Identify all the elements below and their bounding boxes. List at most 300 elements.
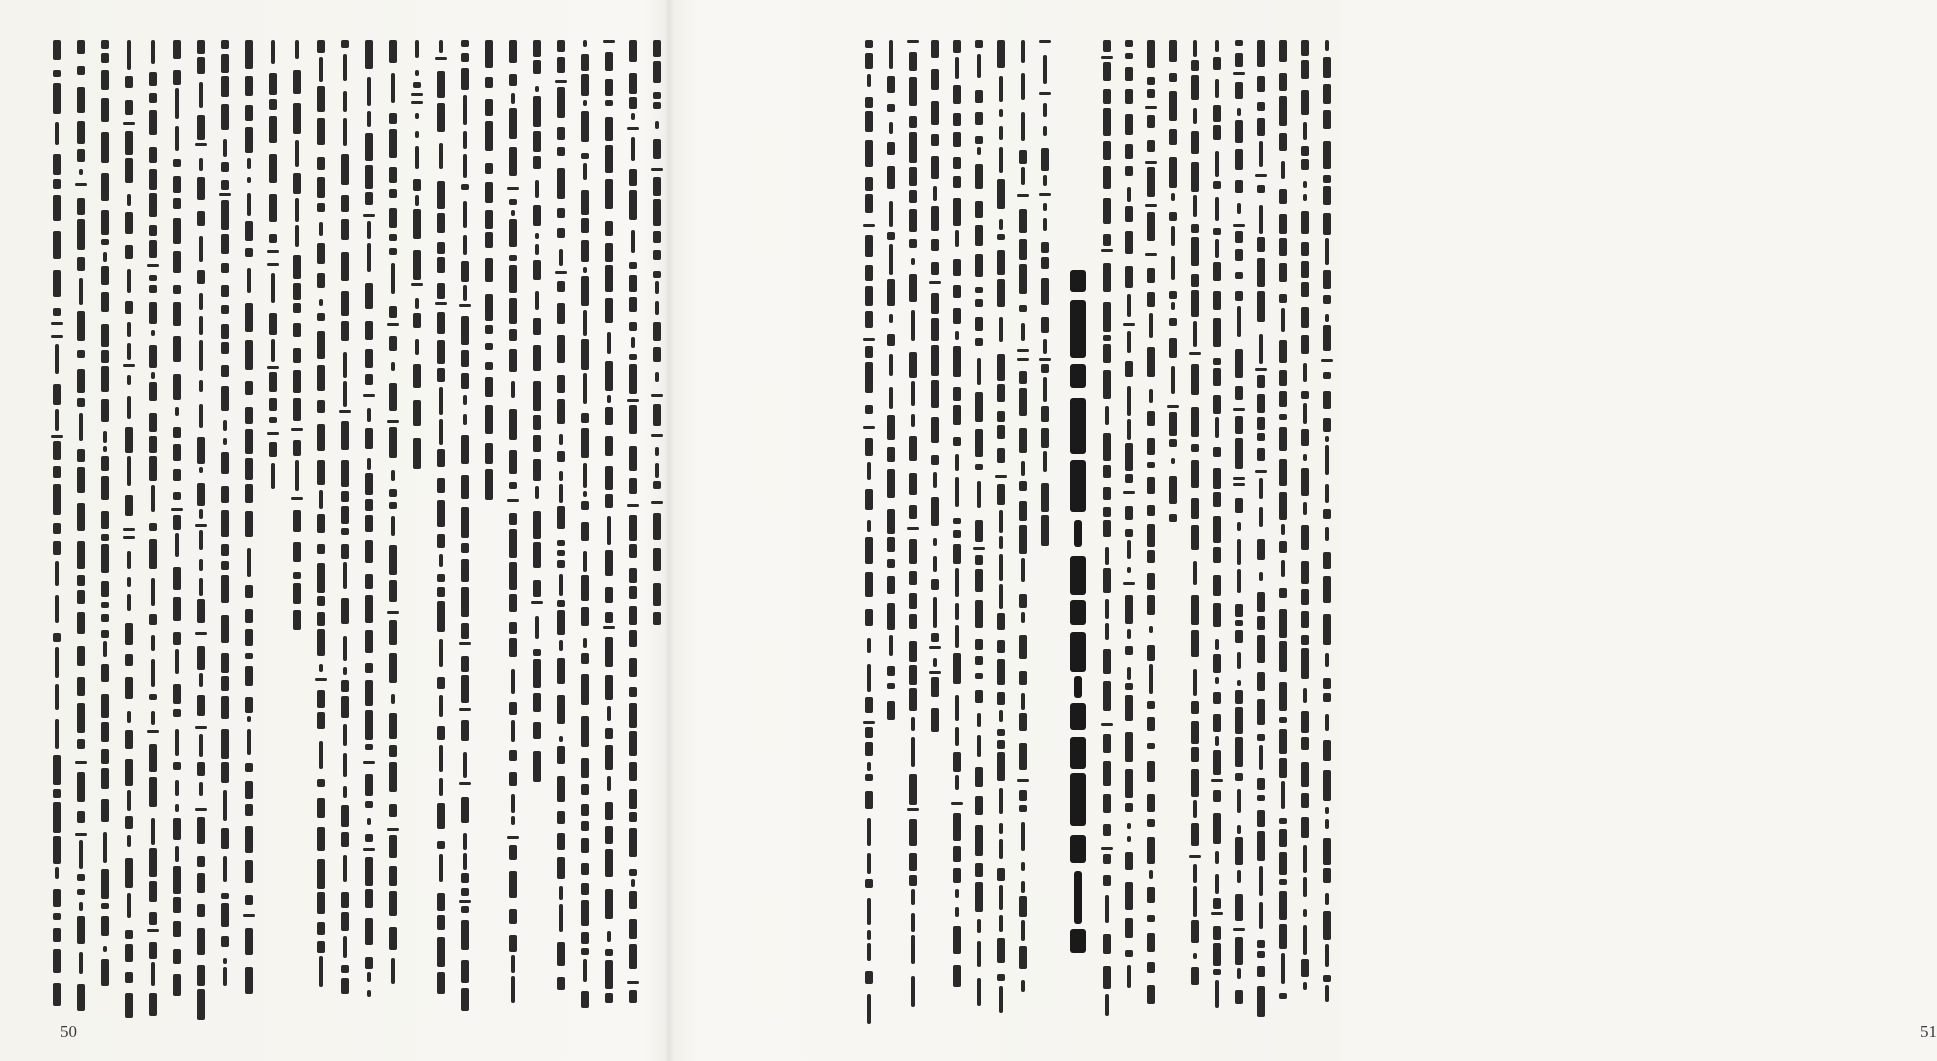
glyph-stroke [1301,561,1309,584]
glyph-stroke [995,475,1007,478]
glyph-stroke [953,132,961,147]
glyph-stroke [1213,603,1221,627]
glyph-stroke [1193,108,1197,124]
glyph-stroke [293,583,301,604]
glyph-stroke [1147,550,1155,563]
glyph-stroke [461,587,469,617]
glyph-stroke [125,158,133,183]
glyph-stroke [1301,242,1309,256]
glyph-stroke [1103,166,1111,189]
glyph-stroke [317,460,325,485]
glyph-stroke [1019,264,1027,294]
glyph-stroke [245,697,253,713]
glyph-stroke [1105,895,1109,923]
glyph-stroke [605,889,613,919]
glyph-stroke [929,281,941,284]
glyph-stroke [653,139,661,159]
glyph-stroke [605,179,613,209]
glyph-stroke [219,193,231,196]
glyph-stroke [221,386,229,411]
glyph-stroke [509,450,517,474]
glyph-stroke [173,40,181,59]
glyph-stroke [199,236,203,262]
glyph-stroke [1125,506,1133,520]
glyph-stroke [931,239,939,251]
glyph-stroke [101,916,109,936]
glyph-stroke [1070,364,1086,388]
glyph-stroke [343,936,347,958]
glyph-stroke [293,103,301,134]
glyph-stroke [245,429,253,454]
glyph-stroke [909,77,917,106]
glyph-stroke [149,912,157,925]
glyph-stroke [655,463,659,478]
glyph-stroke [485,121,493,151]
glyph-stroke [149,614,157,625]
glyph-stroke [245,511,253,537]
glyph-stroke [605,849,613,877]
glyph-stroke [583,638,587,648]
text-column [242,40,256,995]
glyph-stroke [77,874,85,881]
glyph-stroke [1235,737,1243,767]
glyph-stroke [629,364,637,394]
glyph-stroke [127,322,131,337]
glyph-stroke [175,649,179,674]
glyph-stroke [953,965,961,987]
glyph-stroke [221,729,229,759]
glyph-stroke [1147,411,1155,426]
glyph-stroke [583,373,587,404]
glyph-stroke [1039,193,1051,196]
glyph-stroke [1125,529,1133,537]
glyph-stroke [267,250,279,253]
text-column [338,40,352,995]
glyph-stroke [1323,325,1331,351]
glyph-stroke [1213,790,1221,802]
glyph-stroke [295,460,299,491]
glyph-stroke [389,40,397,63]
glyph-stroke [865,177,873,191]
glyph-stroke [485,443,493,464]
glyph-stroke [389,891,397,916]
glyph-stroke [295,140,299,167]
glyph-stroke [1233,928,1245,931]
glyph-stroke [199,578,203,596]
glyph-stroke [583,40,587,47]
glyph-stroke [317,596,325,606]
glyph-stroke [1169,91,1177,121]
glyph-stroke [77,646,85,666]
glyph-stroke [931,497,939,526]
glyph-stroke [365,918,373,945]
glyph-stroke [197,270,205,284]
glyph-stroke [1105,599,1109,619]
glyph-stroke [1019,371,1027,384]
glyph-stroke [437,181,445,209]
glyph-stroke [79,840,83,869]
glyph-stroke [581,932,589,944]
glyph-stroke [149,169,157,190]
glyph-stroke [653,231,661,243]
glyph-stroke [77,40,85,54]
glyph-stroke [343,724,347,746]
glyph-stroke [341,40,349,48]
glyph-stroke [127,456,131,486]
glyph-stroke [887,559,895,568]
glyph-stroke [197,762,205,776]
text-column [928,40,942,995]
glyph-stroke [1145,106,1157,109]
glyph-stroke [559,471,563,481]
glyph-stroke [437,534,445,548]
glyph-stroke [461,656,469,672]
glyph-stroke [607,931,611,942]
glyph-stroke [1257,237,1265,252]
glyph-stroke [317,563,325,593]
glyph-stroke [557,506,565,529]
glyph-stroke [1019,635,1027,659]
glyph-stroke [1105,406,1109,425]
glyph-stroke [415,195,419,206]
glyph-stroke [461,350,469,367]
glyph-stroke [653,322,661,341]
glyph-stroke [1279,263,1287,282]
glyph-stroke [173,302,181,326]
glyph-stroke [101,324,109,347]
glyph-stroke [1281,781,1285,809]
glyph-stroke [1103,681,1111,711]
glyph-stroke [931,69,939,90]
glyph-stroke [175,88,179,119]
glyph-stroke [1325,436,1329,442]
glyph-stroke [1235,53,1243,67]
glyph-stroke [1213,943,1221,966]
glyph-stroke [865,697,873,713]
glyph-stroke [1041,242,1049,253]
glyph-stroke [911,913,915,932]
glyph-stroke [1169,212,1177,221]
glyph-stroke [247,548,251,577]
glyph-stroke [389,306,397,318]
glyph-stroke [863,338,875,341]
glyph-stroke [1257,616,1265,630]
glyph-stroke [1147,524,1155,547]
glyph-stroke [365,595,373,623]
glyph-stroke [1103,761,1111,786]
glyph-stroke [655,447,659,456]
glyph-stroke [1325,653,1329,667]
glyph-stroke [1235,249,1243,261]
glyph-stroke [341,528,349,535]
glyph-stroke [1235,837,1243,865]
glyph-stroke [933,658,937,667]
glyph-stroke [1189,352,1201,355]
glyph-stroke [1235,630,1243,643]
glyph-stroke [173,218,181,244]
glyph-stroke [1125,40,1133,47]
glyph-stroke [581,991,589,1008]
glyph-stroke [1257,375,1265,388]
glyph-stroke [363,761,375,764]
glyph-stroke [343,753,347,777]
glyph-stroke [931,262,939,275]
glyph-stroke [533,649,541,656]
glyph-stroke [1191,701,1199,714]
glyph-stroke [1303,122,1307,140]
glyph-stroke [1103,335,1111,341]
glyph-stroke [975,225,983,246]
glyph-stroke [1325,445,1329,475]
glyph-stroke [1043,103,1047,117]
glyph-stroke [245,40,253,69]
glyph-stroke [223,967,227,986]
glyph-stroke [197,115,205,140]
glyph-stroke [955,603,959,620]
glyph-stroke [293,173,301,194]
glyph-stroke [1257,966,1265,977]
glyph-stroke [245,127,253,153]
glyph-stroke [1215,151,1219,177]
glyph-stroke [53,83,61,114]
glyph-stroke [1019,209,1027,233]
glyph-stroke [269,313,277,335]
glyph-stroke [629,262,637,269]
glyph-stroke [1103,89,1111,104]
glyph-stroke [1147,933,1155,952]
glyph-stroke [931,417,939,443]
glyph-stroke [509,562,517,590]
glyph-stroke [1193,561,1197,585]
glyph-stroke [511,794,515,813]
glyph-stroke [293,323,301,337]
glyph-stroke [1279,214,1287,234]
glyph-stroke [101,399,109,422]
glyph-stroke [175,407,179,416]
glyph-stroke [1193,321,1197,347]
glyph-stroke [317,798,325,818]
glyph-stroke [1147,701,1155,709]
glyph-stroke [933,538,937,546]
glyph-stroke [533,659,541,688]
glyph-stroke [953,405,961,425]
glyph-stroke [173,515,181,530]
text-column [386,40,400,995]
glyph-stroke [1215,874,1219,894]
glyph-stroke [605,265,613,292]
glyph-stroke [1019,896,1027,917]
glyph-stroke [461,623,469,639]
glyph-stroke [1323,770,1331,801]
glyph-stroke [629,190,637,220]
glyph-stroke [1147,40,1155,68]
glyph-stroke [1215,239,1219,258]
glyph-stroke [511,720,515,742]
glyph-stroke [319,664,323,672]
glyph-stroke [887,415,895,440]
text-column [362,40,376,995]
glyph-stroke [887,76,895,93]
glyph-stroke [653,481,661,489]
glyph-stroke [485,325,493,334]
text-column [1188,40,1202,995]
glyph-stroke [415,113,419,119]
glyph-stroke [557,168,565,199]
glyph-stroke [1233,224,1245,227]
glyph-stroke [199,380,203,392]
glyph-stroke [1019,594,1027,608]
glyph-stroke [293,610,301,630]
glyph-stroke [1301,762,1309,787]
glyph-stroke [101,534,109,541]
glyph-stroke [1301,468,1309,496]
glyph-stroke [909,116,917,128]
glyph-stroke [909,436,917,461]
glyph-stroke [605,960,613,989]
glyph-stroke [221,40,229,49]
text-column [1298,40,1312,995]
glyph-stroke [79,952,83,974]
glyph-stroke [197,873,205,893]
glyph-stroke [975,112,983,125]
glyph-stroke [365,473,373,495]
glyph-stroke [1041,483,1049,512]
glyph-stroke [173,818,181,840]
glyph-stroke [53,836,61,864]
glyph-stroke [53,195,61,221]
glyph-stroke [865,489,873,510]
glyph-stroke [173,897,181,913]
glyph-stroke [1043,377,1047,402]
glyph-stroke [1125,803,1133,812]
glyph-stroke [1041,428,1049,448]
glyph-stroke [999,839,1003,859]
glyph-stroke [125,623,133,645]
glyph-stroke [101,40,109,49]
glyph-stroke [1125,361,1133,377]
glyph-stroke [931,380,939,408]
glyph-stroke [629,354,637,360]
glyph-stroke [1301,90,1309,115]
glyph-stroke [437,803,445,829]
glyph-stroke [1301,159,1309,170]
glyph-stroke [1127,629,1131,639]
glyph-stroke [1301,648,1309,679]
glyph-stroke [581,111,589,142]
glyph-stroke [605,361,613,391]
glyph-stroke [931,708,939,732]
glyph-stroke [149,848,157,877]
glyph-stroke [365,574,373,589]
glyph-stroke [953,40,961,53]
text-column [218,40,232,995]
glyph-stroke [245,928,253,955]
glyph-stroke [1105,623,1109,640]
glyph-stroke [1303,502,1307,515]
glyph-stroke [53,949,61,973]
glyph-stroke [413,364,421,388]
glyph-stroke [581,900,589,926]
glyph-stroke [557,147,565,156]
glyph-stroke [123,364,135,367]
glyph-stroke [865,53,873,69]
glyph-stroke [1235,180,1243,193]
glyph-stroke [293,398,301,421]
glyph-stroke [197,437,205,464]
glyph-stroke [629,731,637,756]
glyph-stroke [173,198,181,209]
glyph-stroke [909,190,917,203]
glyph-stroke [1303,181,1307,188]
glyph-stroke [437,893,445,911]
glyph-stroke [631,113,635,120]
glyph-stroke [1279,717,1287,723]
glyph-stroke [653,347,661,362]
glyph-stroke [245,248,253,257]
glyph-stroke [655,121,659,129]
glyph-stroke [1021,167,1025,185]
glyph-stroke [557,57,565,73]
glyph-stroke [867,818,871,846]
glyph-stroke [1125,89,1133,104]
glyph-stroke [173,597,181,621]
glyph-stroke [975,40,983,48]
glyph-stroke [149,275,157,281]
glyph-stroke [533,260,541,280]
glyph-stroke [975,600,983,628]
glyph-stroke [865,537,873,564]
glyph-stroke [125,76,133,88]
glyph-stroke [1147,837,1155,864]
glyph-stroke [149,777,157,807]
glyph-stroke [151,818,155,845]
glyph-stroke [437,340,445,364]
glyph-stroke [245,763,253,772]
glyph-stroke [1147,292,1155,307]
glyph-stroke [79,413,83,441]
glyph-stroke [605,79,613,96]
glyph-stroke [77,916,85,944]
glyph-stroke [1191,721,1199,744]
glyph-stroke [581,153,589,159]
glyph-stroke [1301,282,1309,297]
glyph-stroke [365,499,373,511]
glyph-stroke [977,481,981,508]
glyph-stroke [999,147,1003,173]
glyph-stroke [1125,67,1133,81]
glyph-stroke [151,40,155,64]
glyph-stroke [909,539,917,564]
glyph-stroke [389,545,397,575]
glyph-stroke [1323,295,1331,304]
glyph-stroke [1149,313,1153,338]
glyph-stroke [887,232,895,240]
glyph-stroke [581,784,589,795]
glyph-stroke [953,437,961,446]
glyph-stroke [975,164,983,189]
glyph-stroke [653,102,661,109]
glyph-stroke [269,116,277,143]
glyph-stroke [559,484,563,503]
glyph-stroke [245,666,253,686]
glyph-stroke [173,427,181,438]
glyph-stroke [535,616,539,639]
glyph-stroke [221,561,229,570]
glyph-stroke [581,54,589,71]
glyph-stroke [999,219,1003,230]
glyph-stroke [975,90,983,103]
glyph-stroke [1070,737,1086,769]
